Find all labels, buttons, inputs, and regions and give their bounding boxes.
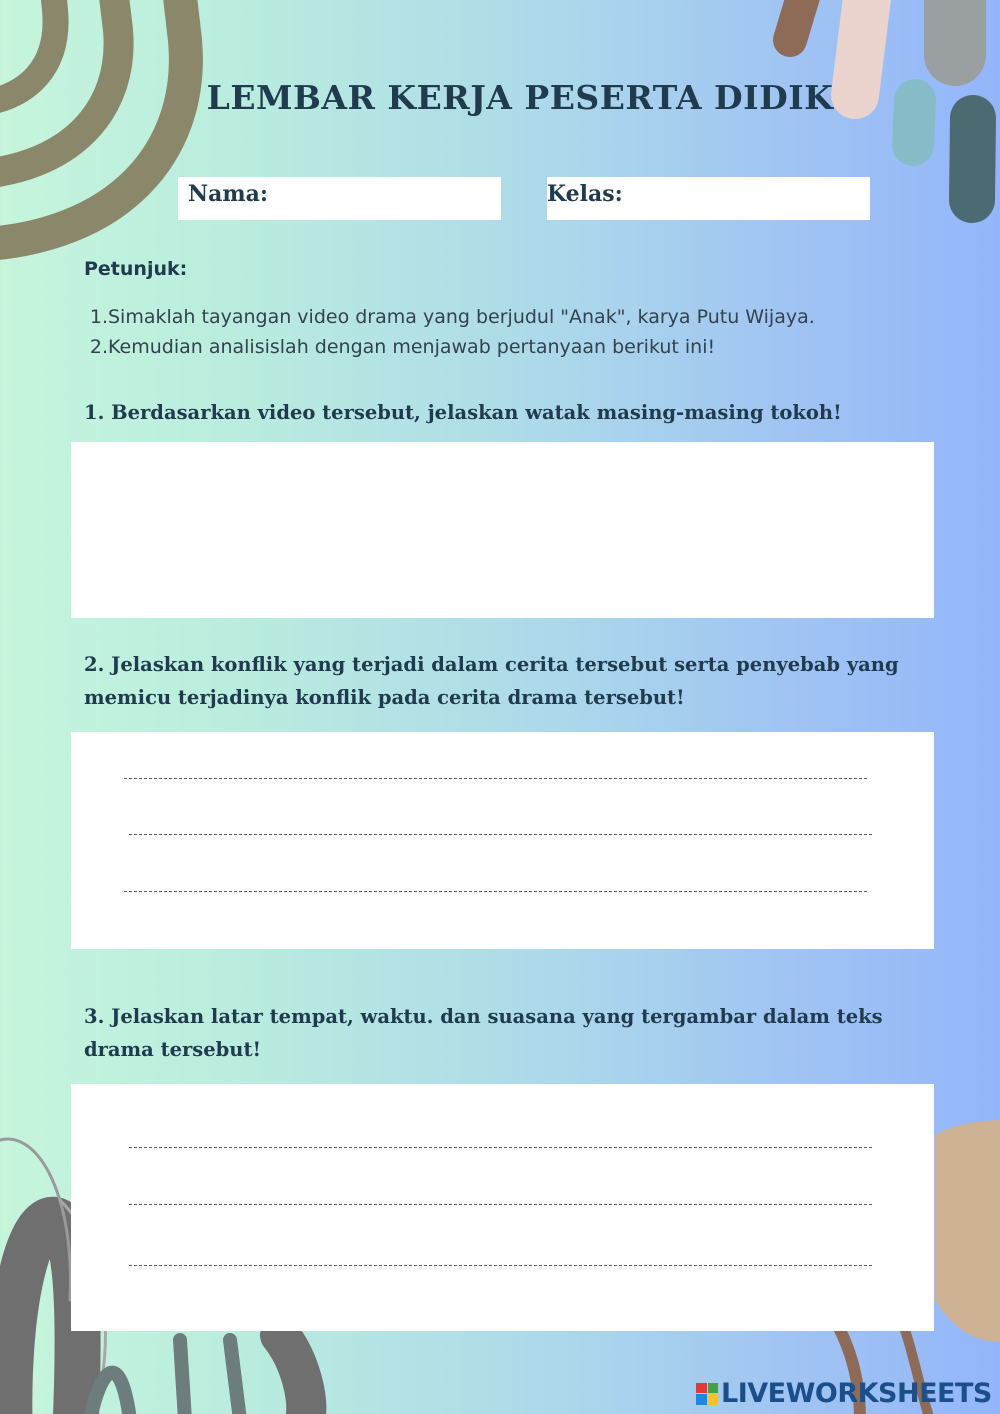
answer-line xyxy=(124,891,867,892)
instructions-list xyxy=(84,306,815,366)
page-title: LEMBAR KERJA PESERTA DIDIK xyxy=(206,78,834,117)
question-3: 3. Jelaskan latar tempat, waktu. dan suasana yang tergambar dalam teks drama tersebut! xyxy=(84,1005,883,1061)
question-2: 2. Jelaskan konflik yang terjadi dalam cerita tersebut serta penyebab yang memicu terjadinya konflik pada cerita drama tersebut! xyxy=(84,653,899,709)
answer-line xyxy=(129,1265,872,1266)
instruction-text: Kemudian analisislah dengan menjawab pertanyaan berikut ini! xyxy=(108,336,716,358)
class-label: Kelas: xyxy=(547,181,623,207)
liveworksheets-watermark xyxy=(696,1378,992,1409)
name-field[interactable] xyxy=(178,177,501,220)
answer-line xyxy=(129,1147,872,1148)
answer-line xyxy=(124,778,867,779)
instruction-number: 2. xyxy=(89,336,108,358)
watermark-text: LIVEWORKSHEETS xyxy=(721,1378,992,1409)
instruction-item xyxy=(84,336,815,366)
answer-line xyxy=(129,1204,872,1205)
answer-line xyxy=(129,834,872,835)
instructions-title: Petunjuk: xyxy=(84,258,188,280)
top-left-arc-decoration xyxy=(0,0,186,245)
name-label: Nama: xyxy=(188,181,269,207)
instruction-text: Simaklah tayangan video drama yang berjudul "Anak", karya Putu Wijaya. xyxy=(108,306,815,328)
instruction-item xyxy=(84,306,815,336)
instruction-number: 1. xyxy=(89,306,108,328)
class-field[interactable] xyxy=(547,177,870,220)
answer-box-2[interactable] xyxy=(71,732,934,949)
liveworksheets-logo-icon xyxy=(696,1383,718,1405)
answer-box-1[interactable] xyxy=(71,442,934,618)
question-1: 1. Berdasarkan video tersebut, jelaskan watak masing-masing tokoh! xyxy=(84,401,842,424)
answer-box-3[interactable] xyxy=(71,1084,934,1331)
